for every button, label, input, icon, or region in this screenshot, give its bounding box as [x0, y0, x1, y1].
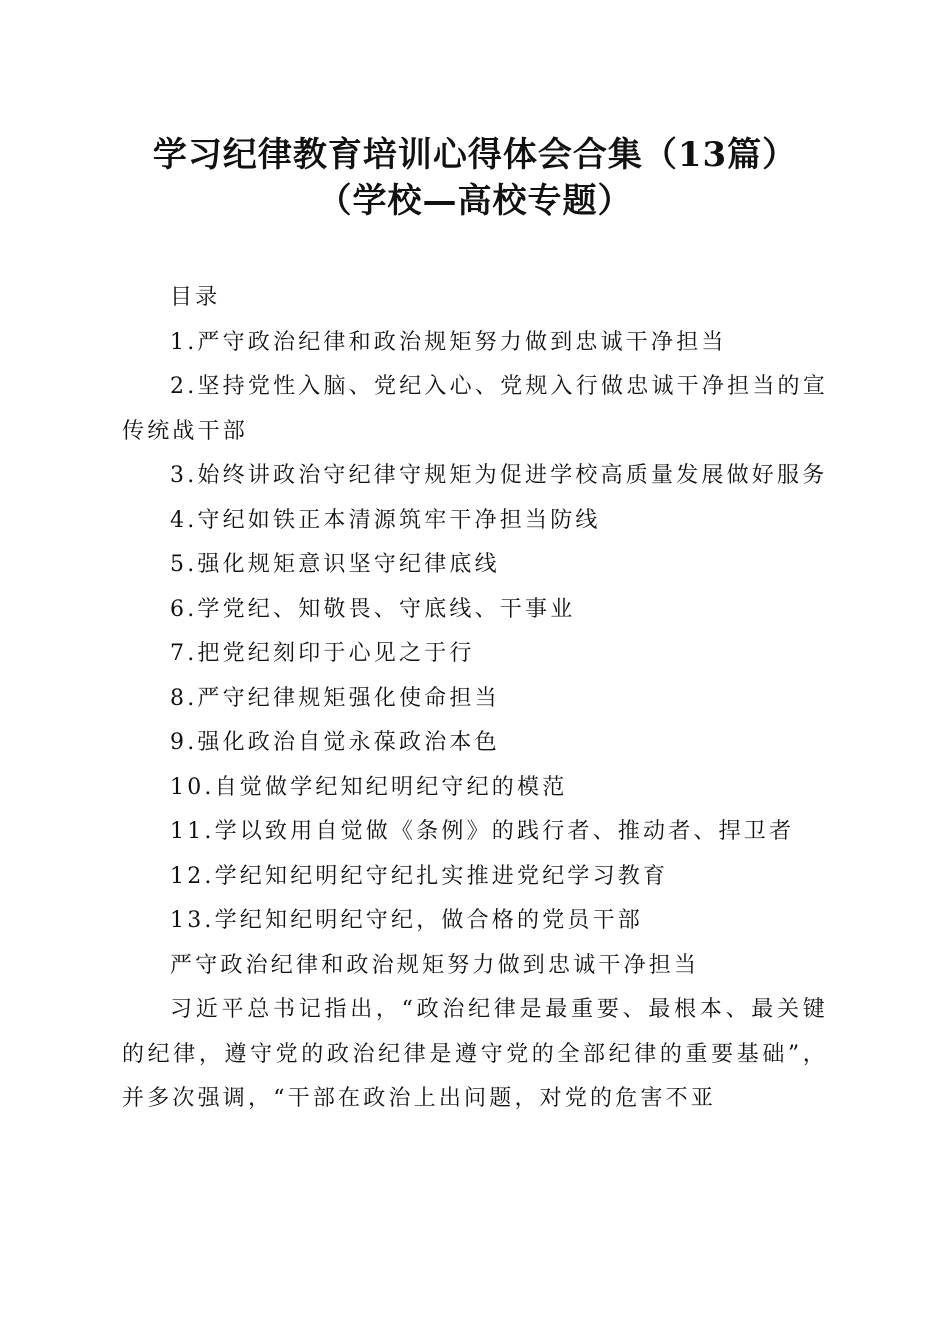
- toc-item-12: 12.学纪知纪明纪守纪扎实推进党纪学习教育: [170, 863, 669, 889]
- toc-item-4: 4.守纪如铁正本清源筑牢干净担当防线: [170, 507, 601, 533]
- toc-item-13: 13.学纪知纪明纪守纪，做合格的党员干部: [170, 908, 643, 933]
- toc-item-1: 1.严守政治纪律和政治规矩努力做到忠诚干净担当: [170, 329, 727, 355]
- toc-item-11: 11.学以致用自觉做《条例》的践行者、推动者、捍卫者: [170, 819, 795, 844]
- document-body: [122, 276, 828, 1122]
- toc-item-7: 7.把党纪刻印于心见之于行: [170, 641, 475, 666]
- toc-item-2: 2.坚持党性入脑、党纪入心、党规入行做忠诚干净担当的宣传统战干部: [122, 374, 828, 444]
- toc-item-3: 3.始终讲政治守纪律守规矩为促进学校高质量发展做好服务: [170, 463, 828, 488]
- toc-heading: 目录: [170, 285, 221, 310]
- article-heading: 严守政治纪律和政治规矩努力做到忠诚干净担当: [170, 952, 700, 978]
- toc-item-6: 6.学党纪、知敬畏、守底线、干事业: [170, 596, 576, 622]
- title-line-2: （学校—高校专题）: [317, 181, 633, 221]
- toc-item-10: 10.自觉做学纪知纪明纪守纪的模范: [170, 774, 568, 800]
- article-paragraph: 习近平总书记指出，“政治纪律是最重要、最根本、最关键的纪律，遵守党的政治纪律是遵守党的全部纪律的重要基础”，并多次强调，“干部在政治上出问题，对党的危害不亚: [122, 997, 828, 1111]
- title-line-1: 学习纪律教育培训心得体会合集（13篇）: [152, 135, 798, 175]
- document-title: [0, 132, 950, 224]
- toc-item-5: 5.强化规矩意识坚守纪律底线: [170, 552, 500, 577]
- toc-item-8: 8.严守纪律规矩强化使命担当: [170, 685, 500, 711]
- toc-item-9: 9.强化政治自觉永葆政治本色: [170, 730, 500, 755]
